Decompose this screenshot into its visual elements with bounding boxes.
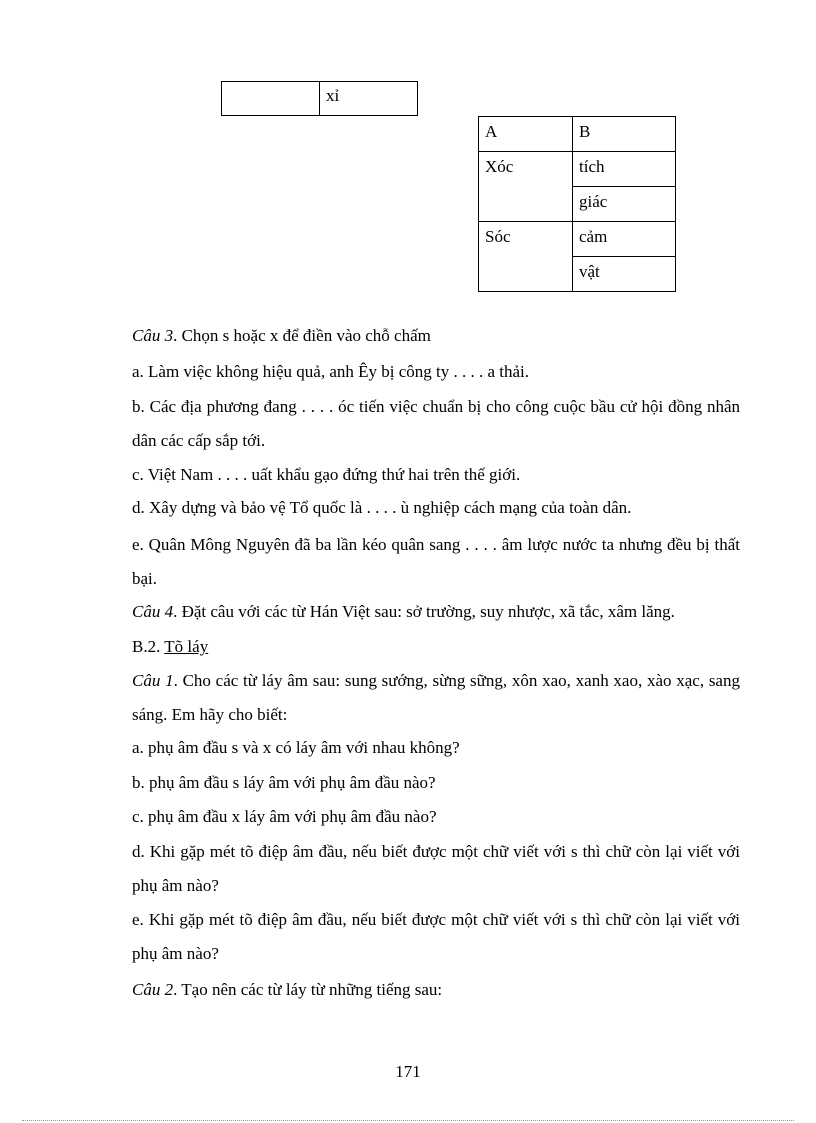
page-number: 171 — [395, 1062, 421, 1081]
table-cell-a: Xóc — [479, 152, 573, 222]
question-1 — [132, 664, 740, 732]
column-header-a: A — [479, 117, 573, 152]
question-3-heading — [132, 319, 740, 353]
question-1-item-d: d. Khi gặp mét tõ điệp âm đầu, nếu biết được một chữ viết với s thì chữ còn lại viết với phụ âm nào? — [132, 842, 740, 895]
question-3-item-b: b. Các địa phương đang . . . . óc tiến việc chuẩn bị cho công cuộc bầu cử hội đồng nhân dân các cấp sắp tới. — [132, 397, 740, 450]
question-text: . Cho các từ láy âm sau: sung sướng, sừng sững, xôn xao, xanh xao, xào xạc, sang sáng. Em hãy cho biết: — [132, 671, 740, 724]
column-header-b: B — [573, 117, 676, 152]
question-3-item-a: a. Làm việc không hiệu quả, anh Êy bị công ty . . . . a thải. — [132, 362, 530, 381]
question-text: . Chọn s hoặc x để điền vào chỗ chấm — [173, 326, 431, 345]
question-label: Câu 3 — [132, 326, 174, 345]
question-label: Câu 2 — [132, 980, 174, 999]
table-cell-b: tích — [573, 152, 676, 187]
question-3-item-c: c. Việt Nam . . . . uất khẩu gạo đứng thứ hai trên thế giới. — [132, 465, 521, 484]
question-1-item-b: b. phụ âm đầu s láy âm với phụ âm đầu nào? — [132, 773, 436, 792]
question-3-item-d: d. Xây dựng và bảo vệ Tổ quốc là . . . . ù nghiệp cách mạng của toàn dân. — [132, 498, 632, 517]
table-cell — [222, 82, 320, 116]
word-pairing-table — [478, 116, 676, 292]
section-heading — [132, 630, 740, 664]
question-4 — [132, 595, 740, 629]
question-label: Câu 4 — [132, 602, 174, 621]
table-cell-b: cảm — [573, 222, 676, 257]
table-cell-b: giác — [573, 187, 676, 222]
question-2 — [132, 973, 740, 1007]
table-cell-b: vật — [573, 257, 676, 292]
section-title: Tõ láy — [164, 637, 209, 656]
question-text: . Đặt câu với các từ Hán Việt sau: sở trường, suy nhược, xã tắc, xâm lăng. — [173, 602, 675, 621]
question-label: Câu 1 — [132, 671, 174, 690]
page-bottom-divider — [22, 1120, 794, 1121]
question-3-item-e: e. Quân Mông Nguyên đã ba lần kéo quân sang . . . . âm lược nước ta nhưng đều bị thất bại. — [132, 535, 740, 588]
table-cell-a: Sóc — [479, 222, 573, 292]
question-text: . Tạo nên các từ láy từ những tiếng sau: — [173, 980, 443, 999]
table-cell: xỉ — [320, 82, 418, 116]
section-number: B.2. — [132, 637, 165, 656]
question-1-item-a: a. phụ âm đầu s và x có láy âm với nhau không? — [132, 738, 460, 757]
fragment-table — [221, 81, 418, 116]
question-1-item-c: c. phụ âm đầu x láy âm với phụ âm đầu nào? — [132, 807, 437, 826]
question-1-item-e: e. Khi gặp mét tõ điệp âm đầu, nếu biết được một chữ viết với s thì chữ còn lại viết với phụ âm nào? — [132, 910, 740, 963]
